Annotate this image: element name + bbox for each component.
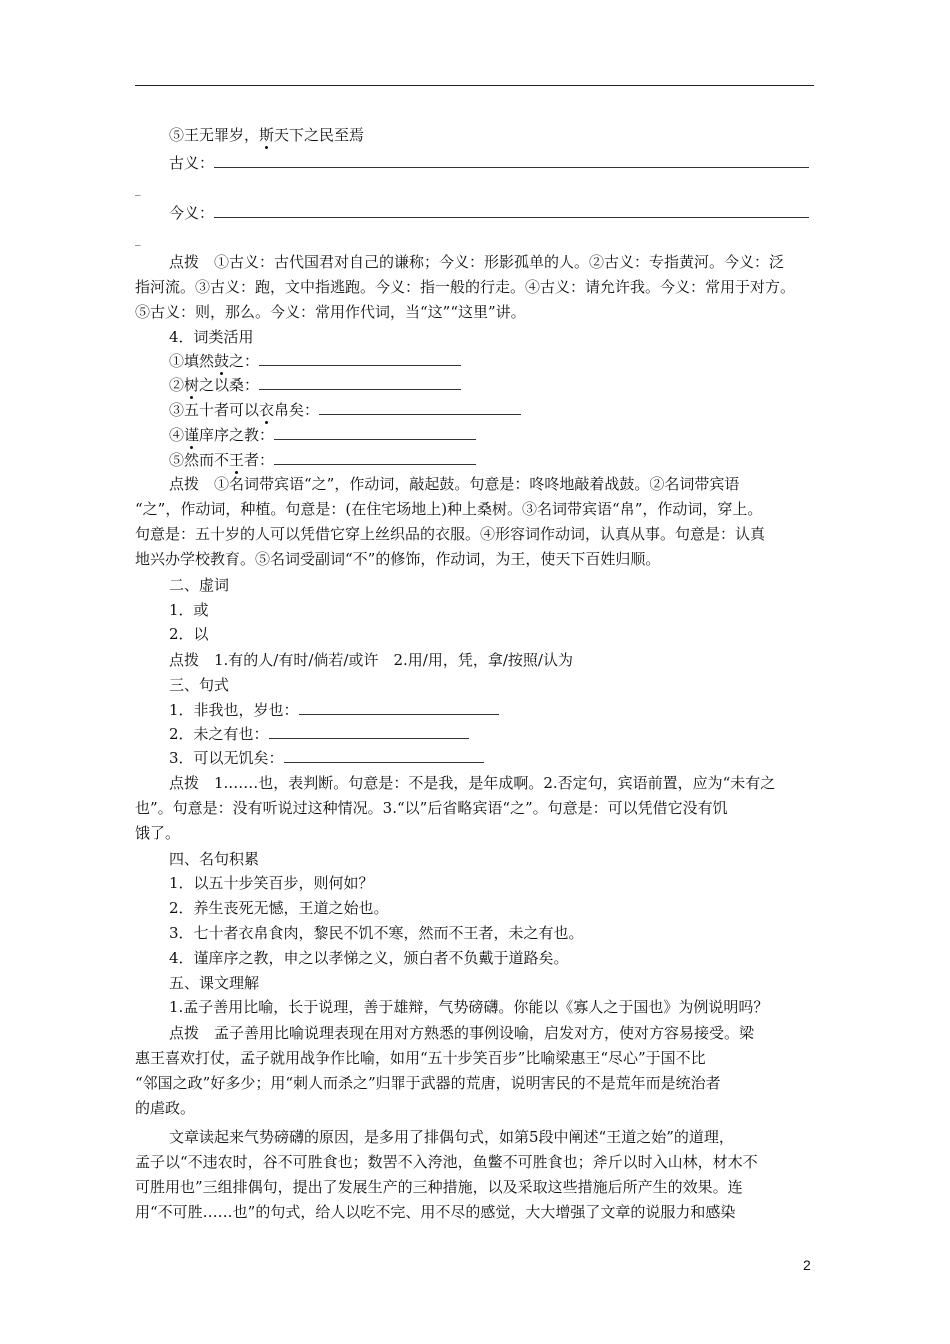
answer-blank[interactable] bbox=[319, 400, 521, 415]
answer-blank[interactable] bbox=[214, 153, 809, 168]
question-item bbox=[135, 997, 848, 1017]
exercise-item bbox=[135, 600, 848, 620]
note-text: “之”，作动词，种植。句意是：(在住宅场地上)种上桑树。③名词带宾语“帛”，作动词，穿上。 bbox=[135, 500, 763, 518]
item-text: 2．以 bbox=[169, 625, 209, 643]
quote-item bbox=[135, 923, 848, 943]
answer-blank[interactable] bbox=[274, 450, 476, 465]
note-paragraph-line bbox=[135, 823, 814, 843]
answer-blank[interactable] bbox=[259, 351, 461, 366]
wrap-mark bbox=[135, 178, 814, 200]
note-text: 也”。句意是：没有听说过这种情况。3.“以”后省略宾语“之”。句意是：可以凭借它没有饥 bbox=[135, 799, 728, 817]
heading-text: 五、课文理解 bbox=[169, 974, 260, 992]
wrap-underscore: _ bbox=[135, 183, 141, 196]
exercise-item bbox=[135, 450, 848, 470]
note-text: “邻国之政”好多少；用“刺人而杀之”归罪于武器的荒唐，说明害民的不是荒年而是统治者 bbox=[135, 1074, 721, 1092]
item-5-wangwuzuisui bbox=[135, 125, 848, 145]
body-paragraph-line bbox=[135, 1152, 814, 1172]
quote-text: 2．养生丧死无憾，王道之始也。 bbox=[169, 899, 389, 917]
heading-text: 4．词类活用 bbox=[169, 328, 254, 346]
note-text: 点拨 ①名词带宾语“之”，作动词，敲起鼓。句意是：咚咚地敲着战鼓。②名词带宾语 bbox=[169, 475, 740, 493]
body-text: 孟子以“不违农时，谷不可胜食也；数罟不入洿池，鱼鳖不可胜食也；斧斤以时入山林，材木不 bbox=[135, 1153, 758, 1171]
quote-item bbox=[135, 948, 848, 968]
heading-text: 四、名句积累 bbox=[169, 850, 260, 868]
section-heading bbox=[135, 575, 848, 595]
item-text: 1．非我也，岁也： bbox=[169, 701, 299, 719]
exercise-item bbox=[135, 351, 848, 371]
body-paragraph-line bbox=[135, 1177, 814, 1197]
emphasis-dot-char: 衣 bbox=[259, 401, 275, 419]
heading-text: 三、句式 bbox=[169, 676, 230, 694]
answer-blank[interactable] bbox=[214, 203, 809, 218]
note-paragraph-line bbox=[135, 798, 814, 818]
answer-blank[interactable] bbox=[259, 375, 461, 390]
note-text: 点拨 孟子善用比喻说理表现在用对方熟悉的事例设喻，启发对方，使对方容易接受。梁 bbox=[169, 1024, 755, 1042]
question-text: 1.孟子善用比喻，长于说理，善于雄辩，气势磅礴。你能以《寡人之于国也》为例说明吗？ bbox=[169, 998, 769, 1016]
note-paragraph-line bbox=[135, 773, 848, 793]
note-paragraph-line bbox=[135, 549, 814, 569]
exercise-item bbox=[135, 700, 848, 720]
note-paragraph-line bbox=[135, 302, 814, 322]
wrap-mark bbox=[135, 228, 814, 250]
emphasis-dot-char: 谨 bbox=[184, 426, 200, 444]
note-text: 点拨 1.……也，表判断。句意是：不是我，是年成啊。2.否定句，宾语前置，应为“未有之 bbox=[169, 774, 776, 792]
note-paragraph-line bbox=[135, 474, 848, 494]
body-text: 用“不可胜……也”的句式，给人以吃不完、用不尽的感觉，大大增强了文章的说服力和感染 bbox=[135, 1203, 736, 1221]
section-heading bbox=[135, 849, 848, 869]
section-heading bbox=[135, 327, 848, 347]
item-text: 3．可以无饥矣： bbox=[169, 749, 284, 767]
note-paragraph-line bbox=[135, 524, 814, 544]
item-text: ③五十者可以衣帛矣： bbox=[169, 401, 320, 419]
emphasis-dot-char: 王 bbox=[229, 451, 245, 469]
quote-item bbox=[135, 898, 848, 918]
item-text: ④谨庠序之教： bbox=[169, 426, 275, 444]
note-text: 句意是：五十岁的人可以凭借它穿上丝织品的衣服。④形容词作动词，认真从事。句意是：认真 bbox=[135, 525, 766, 543]
section-heading bbox=[135, 675, 848, 695]
quote-text: 4．谨庠序之教，申之以孝悌之义，颁白者不负戴于道路矣。 bbox=[169, 949, 569, 967]
note-paragraph-line bbox=[135, 277, 814, 297]
header-rule bbox=[135, 85, 814, 86]
note-text: 的虐政。 bbox=[135, 1099, 196, 1117]
note-paragraph-line bbox=[135, 650, 848, 670]
body-paragraph-line bbox=[135, 1127, 848, 1147]
note-text: 惠王喜欢打仗，孟子就用战争作比喻，如用“五十步笑百步”比喻梁惠王“尽心”于国不比 bbox=[135, 1049, 706, 1067]
note-paragraph-line bbox=[135, 252, 848, 272]
heading-text: 二、虚词 bbox=[169, 576, 230, 594]
exercise-item bbox=[135, 624, 848, 644]
exercise-item bbox=[135, 425, 848, 445]
note-text: 指河流。③古义：跑，文中指逃跑。今义：指一般的行走。④古义：请允许我。今义：常用于对方。 bbox=[135, 278, 796, 296]
answer-blank[interactable] bbox=[299, 700, 499, 715]
answer-blank[interactable] bbox=[269, 724, 469, 739]
page-number: 2 bbox=[803, 1257, 811, 1273]
body-text: 文章读起来气势磅礴的原因，是多用了排偶句式，如第5段中阐述“王道之始”的道理， bbox=[169, 1128, 734, 1146]
item-text: 1．或 bbox=[169, 601, 209, 619]
answer-blank[interactable] bbox=[274, 425, 476, 440]
note-paragraph-line bbox=[135, 499, 814, 519]
quote-text: 1．以五十步笑百步，则何如？ bbox=[169, 874, 374, 892]
item-text: ⑤然而不王者： bbox=[169, 451, 275, 469]
note-text: ⑤古义：则，那么。今义：常用作代词，当“这”“这里”讲。 bbox=[135, 303, 526, 321]
gu-yi-label: 古义： bbox=[169, 154, 215, 172]
exercise-item bbox=[135, 748, 848, 768]
note-paragraph-line bbox=[135, 1098, 814, 1118]
body-paragraph-line bbox=[135, 1202, 814, 1222]
body-text: 可胜用也”三组排偶句，提出了发展生产的三种措施，以及采取这些措施后所产生的效果。连 bbox=[135, 1178, 743, 1196]
wrap-underscore: _ bbox=[135, 233, 141, 246]
quote-item bbox=[135, 873, 848, 893]
gu-yi-line bbox=[135, 153, 848, 173]
emphasis-dot-char: 树 bbox=[184, 376, 200, 394]
jin-yi-label: 今义： bbox=[169, 204, 215, 222]
note-text: 点拨 1.有的人/有时/倘若/或许 2.用/用，凭，拿/按照/认为 bbox=[169, 651, 573, 669]
note-text: 地兴办学校教育。⑤名词受副词“不”的修饰，作动词，为王，使天下百姓归顺。 bbox=[135, 550, 661, 568]
note-text: 饿了。 bbox=[135, 824, 181, 842]
emphasis-dot-char: 斯 bbox=[259, 126, 275, 144]
item-text: ①填然鼓之： bbox=[169, 352, 260, 370]
item-text: 2．未之有也： bbox=[169, 725, 269, 743]
answer-blank[interactable] bbox=[284, 748, 484, 763]
section-heading bbox=[135, 973, 848, 993]
text: ⑤王无罪岁，斯天下之民至焉 bbox=[169, 126, 365, 144]
note-paragraph-line bbox=[135, 1023, 848, 1043]
note-paragraph-line bbox=[135, 1073, 814, 1093]
exercise-item bbox=[135, 724, 848, 744]
emphasis-dot-char: 鼓 bbox=[214, 352, 230, 370]
note-text: 点拨 ①古义：古代国君对自己的谦称；今义：形影孤单的人。②古义：专指黄河。今义：泛 bbox=[169, 253, 785, 271]
jin-yi-line bbox=[135, 203, 848, 223]
quote-text: 3．七十者衣帛食肉，黎民不饥不寒，然而不王者，未之有也。 bbox=[169, 924, 584, 942]
item-text: ②树之以桑： bbox=[169, 376, 260, 394]
exercise-item bbox=[135, 400, 848, 420]
exercise-item bbox=[135, 375, 848, 395]
note-paragraph-line bbox=[135, 1048, 814, 1068]
